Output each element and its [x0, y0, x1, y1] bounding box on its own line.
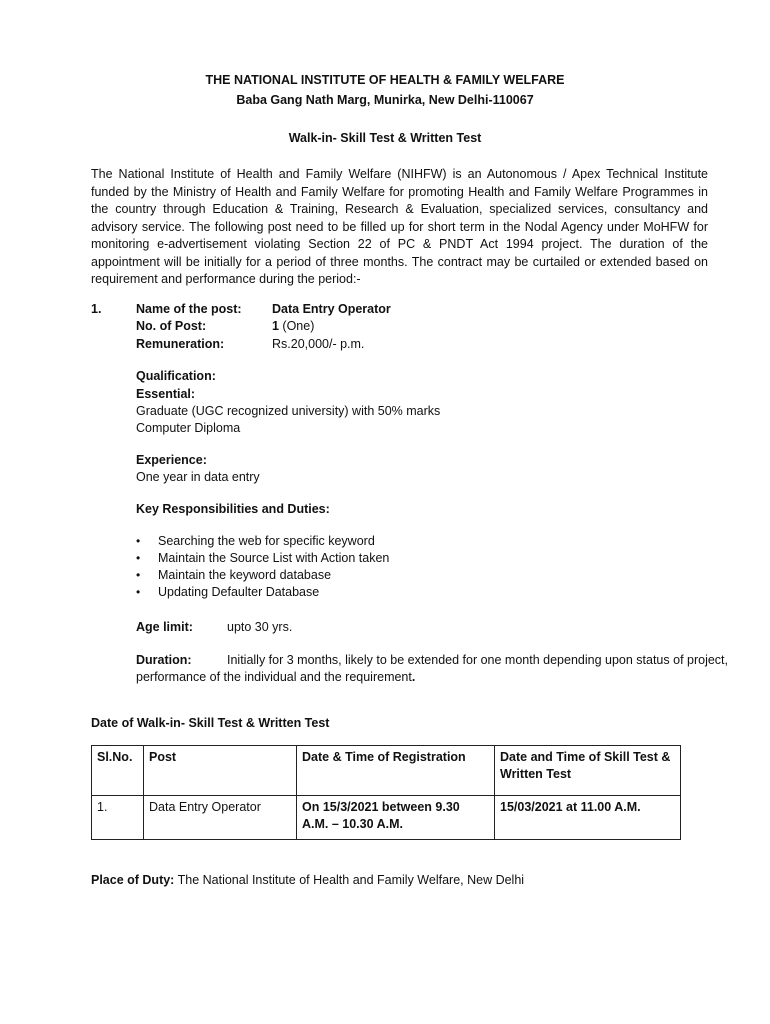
schedule-heading: Date of Walk-in- Skill Test & Written Test — [91, 716, 330, 730]
list-item — [136, 550, 389, 567]
list-item — [136, 567, 389, 584]
duties-heading: Key Responsibilities and Duties: — [136, 502, 330, 516]
qualification-item: Computer Diploma — [136, 421, 241, 435]
post-count-number: 1 — [272, 319, 279, 333]
duty-text: Searching the web for specific keyword — [158, 534, 375, 548]
post-count-label: No. of Post: — [136, 319, 207, 333]
list-item — [136, 533, 389, 550]
place-of-duty — [91, 872, 524, 889]
post-name-label: Name of the post: — [136, 302, 242, 316]
cell-sl-no: 1. — [92, 796, 144, 840]
post-number: 1. — [91, 302, 102, 316]
schedule-table — [91, 745, 681, 840]
qualification-item: Graduate (UGC recognized university) with 50% marks — [136, 404, 441, 418]
duties-list — [136, 533, 389, 601]
duration-label: Duration: — [136, 653, 192, 667]
col-header-registration: Date & Time of Registration — [297, 746, 495, 796]
institute-title: THE NATIONAL INSTITUTE OF HEALTH & FAMILY WELFARE — [205, 73, 565, 87]
col-header-post: Post — [144, 746, 297, 796]
post-count-words: (One) — [278, 319, 315, 333]
post-count-value — [272, 318, 314, 335]
duration-row — [136, 652, 729, 669]
place-value: The National Institute of Health and Family Welfare, New Delhi — [174, 873, 525, 887]
place-label: Place of Duty: — [91, 873, 175, 887]
list-item — [136, 584, 389, 601]
duration-line-1: Initially for 3 months, likely to be extended for one month depending upon status of project, — [227, 653, 729, 667]
qualification-heading: Qualification: — [136, 369, 216, 383]
cell-skill-test: 15/03/2021 at 11.00 A.M. — [495, 796, 681, 840]
duty-text: Updating Defaulter Database — [158, 585, 320, 599]
col-header-sl-no: Sl.No. — [92, 746, 144, 796]
age-limit-label: Age limit: — [136, 620, 193, 634]
notice-subtitle: Walk-in- Skill Test & Written Test — [288, 131, 482, 145]
table-header-row — [92, 746, 681, 796]
duration-end: . — [411, 670, 416, 684]
institute-address: Baba Gang Nath Marg, Munirka, New Delhi-110067 — [236, 93, 534, 107]
intro-paragraph: The National Institute of Health and Family Welfare (NIHFW) is an Autonomous / Apex Technical Institute funded by the Ministry of Health and Family Welfare for promoting Health and Family Welfare Programmes in the country through Education & Training, Research & Evaluation, specialized services, consultancy and advisory service. The following post need to be filled up for short term in the Nodal Agency under MoHFW for monitoring e-advertisement violating Section 22 of PC & PNDT Act 1994 project. The duration of the appointment will be initially for a period of three months. The contract may be curtailed or extended based on requirement and performance during the period:- — [91, 167, 708, 286]
age-limit-row — [136, 619, 293, 636]
bullet-icon: • — [136, 568, 141, 582]
col-header-skill-test: Date and Time of Skill Test & Written Test — [495, 746, 681, 796]
post-name-value: Data Entry Operator — [272, 302, 391, 316]
experience-value: One year in data entry — [136, 470, 260, 484]
experience-heading: Experience: — [136, 453, 207, 467]
bullet-icon: • — [136, 585, 141, 599]
table-row — [92, 796, 681, 840]
cell-registration: On 15/3/2021 between 9.30 A.M. – 10.30 A.M. — [297, 796, 495, 840]
bullet-icon: • — [136, 534, 141, 548]
duty-text: Maintain the Source List with Action taken — [158, 551, 390, 565]
essential-label: Essential: — [136, 387, 196, 401]
duration-continued — [136, 669, 415, 686]
cell-post: Data Entry Operator — [144, 796, 297, 840]
bullet-icon: • — [136, 551, 141, 565]
duty-text: Maintain the keyword database — [158, 568, 332, 582]
remuneration-value: Rs.20,000/- p.m. — [272, 337, 365, 351]
age-limit-value: upto 30 yrs. — [227, 620, 293, 634]
duration-line-2: performance of the individual and the requirement — [136, 670, 412, 684]
remuneration-label: Remuneration: — [136, 337, 225, 351]
